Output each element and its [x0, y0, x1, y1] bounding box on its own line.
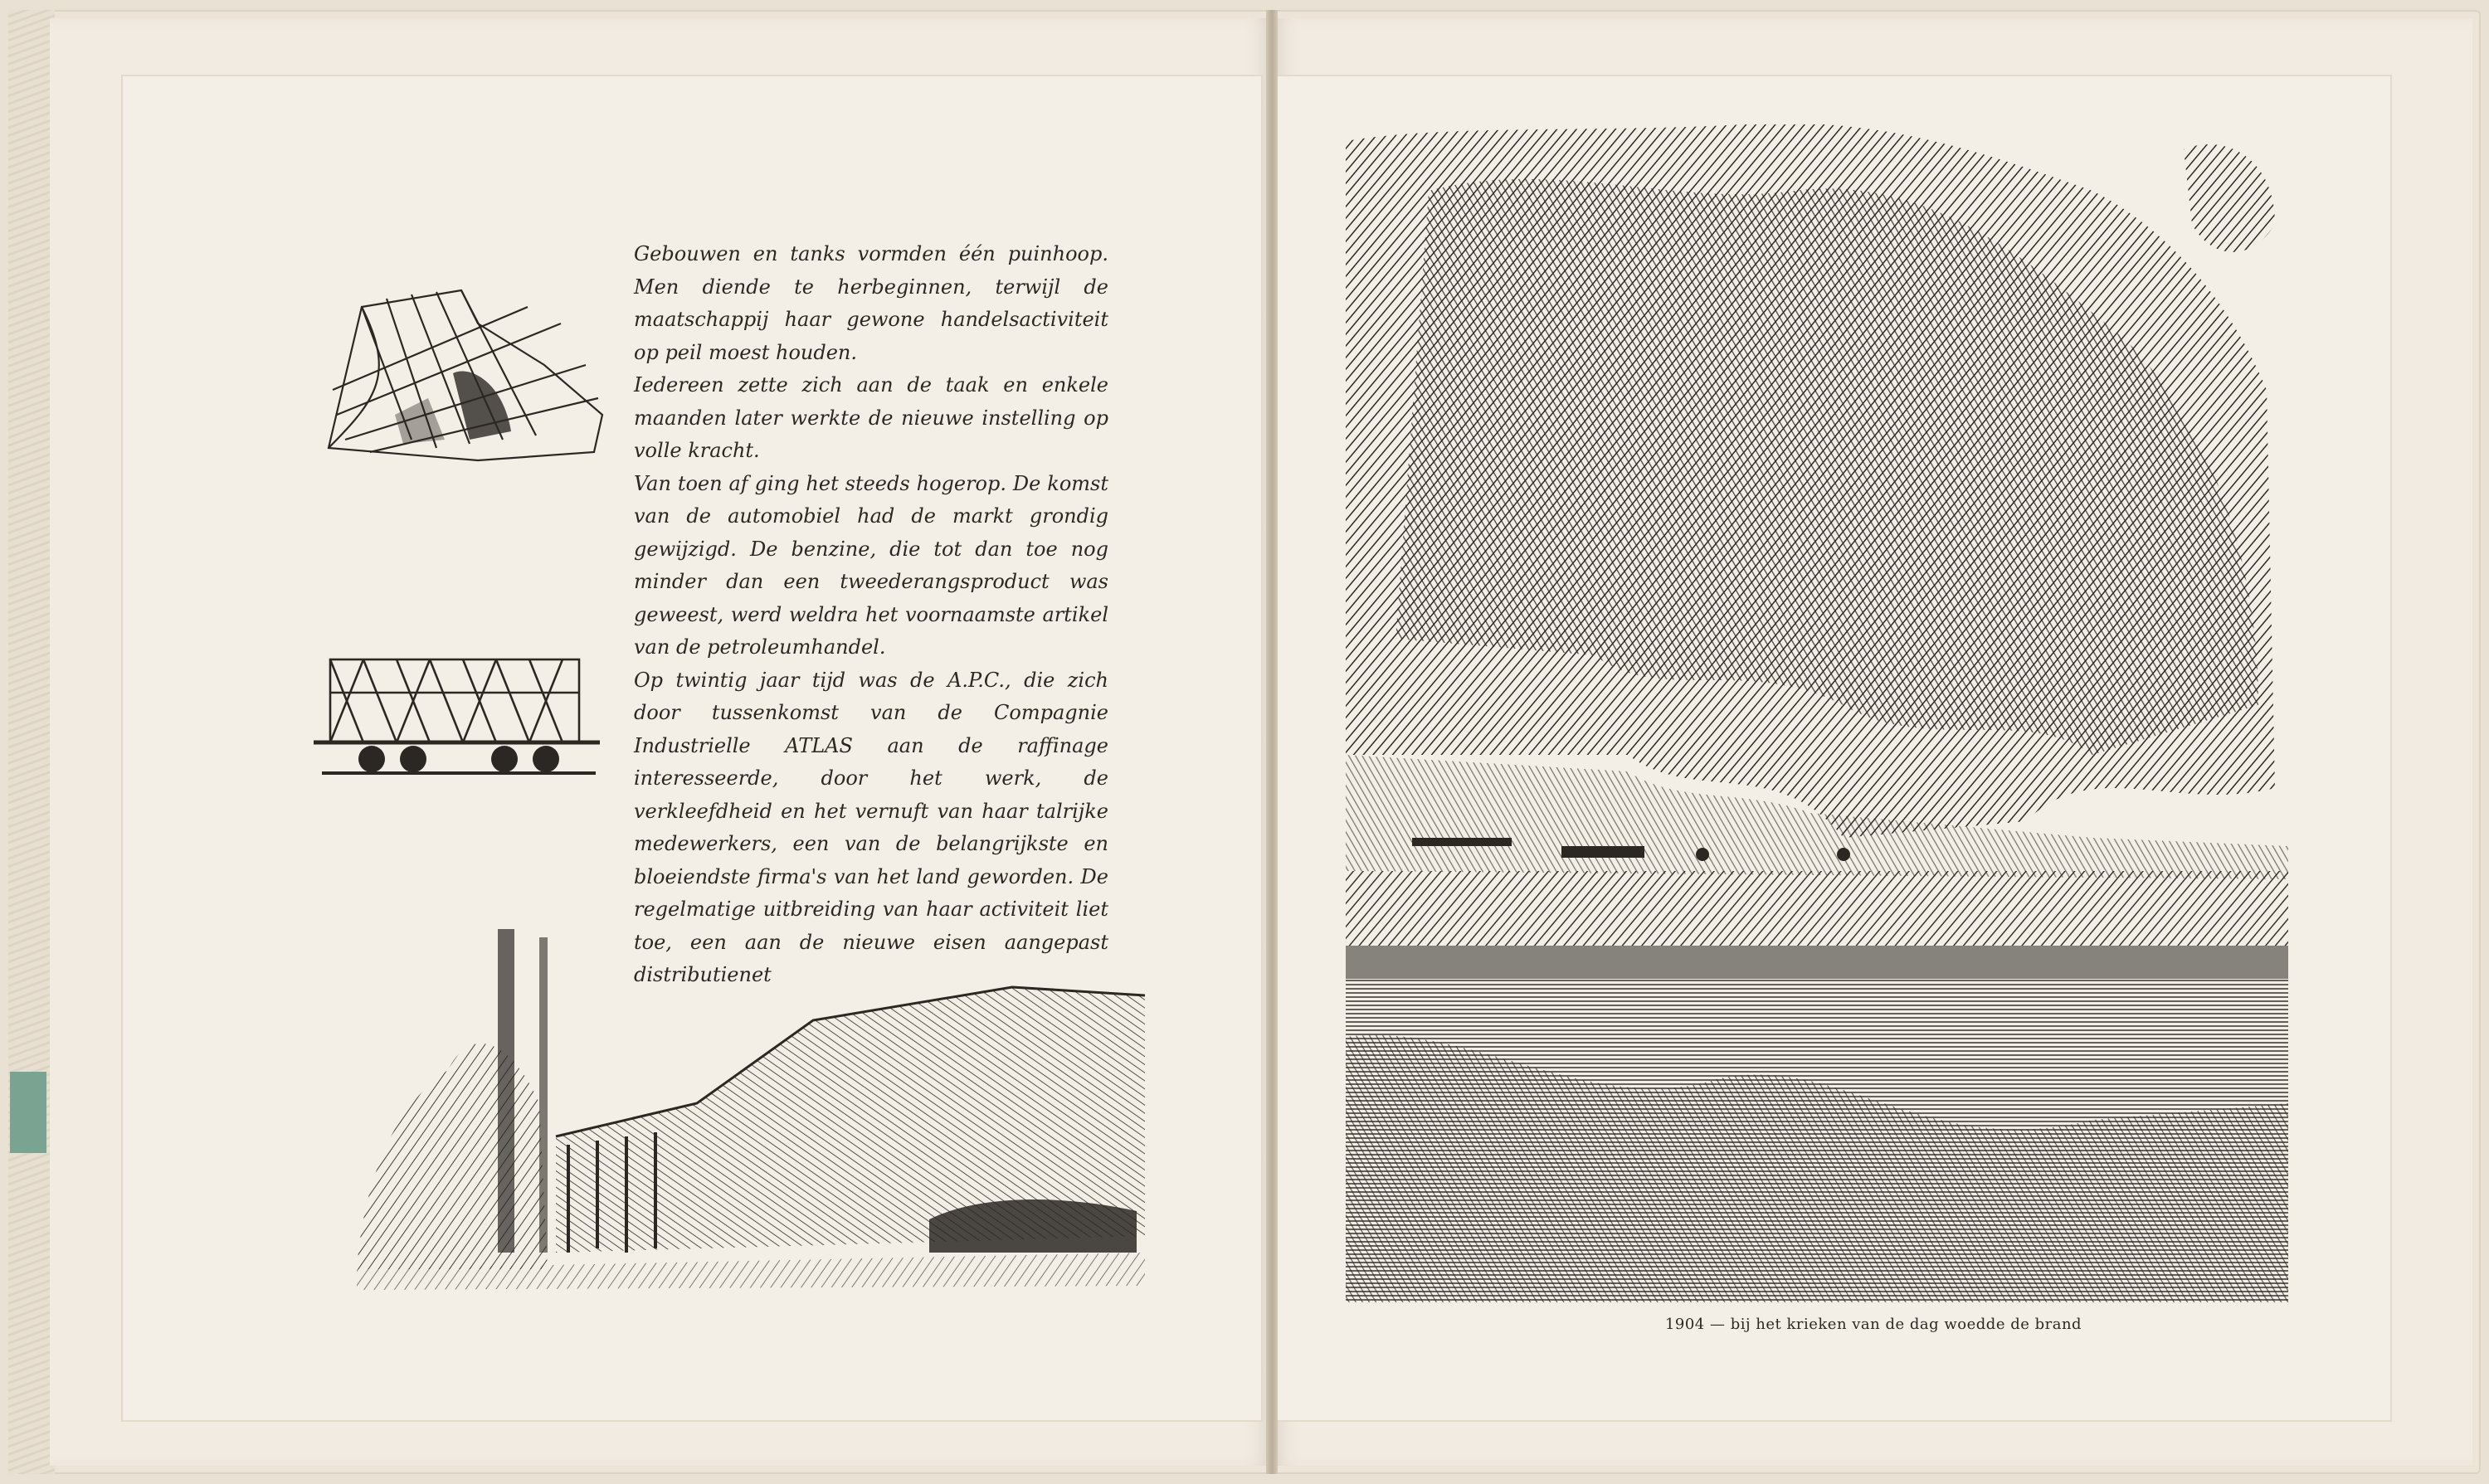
paragraph: Op twintig jaar tijd was de A.P.C., die zich door tussenkomst van de Compagnie Industrielle ATLAS aan de raffinage interesseerde, door het werk, de verkleefdheid en het vernuft van haar talrijke medewerkers, een van de belangrijkste en bloeiendste firma's van het land geworden. De regelmatige uitbreiding van haar activiteit liet toe, een aan de nieuwe eisen aangepast distributienet: [634, 668, 1108, 986]
plate-caption: 1904 — bij het kriеken van de dag woedde de brand: [1664, 1316, 2082, 1333]
paragraph: Iedereen zette zich aan de taak en enkele maanden later werkte de nieuwe instelling op volle kracht.: [634, 373, 1108, 462]
railway-wagon-sketch: [314, 643, 604, 784]
fire-smoke-plate: [1346, 124, 2288, 1302]
book-gutter: [1266, 10, 1278, 1474]
cover-spine-cloth: [8, 10, 55, 1474]
paragraph: Gebouwen en tanks vormden één puinhoop. Men diende te herbeginnen, terwijl de maatschappij haar gewone handelsactiviteit op peil moest houden.: [634, 242, 1108, 364]
left-page-text: [634, 238, 1108, 992]
spine-color-tab: [10, 1072, 46, 1153]
paragraph: Van toen af ging het steeds hogerop. De komst van de automobiel had de markt grondig gewijzigd. De benzine, die tot dan toe nog minder dan een tweederangsproduct was geweest, werd weldra het voornaamste artikel van de petroleumhandel.: [634, 471, 1108, 659]
ruined-tank-sketch: [312, 274, 611, 465]
